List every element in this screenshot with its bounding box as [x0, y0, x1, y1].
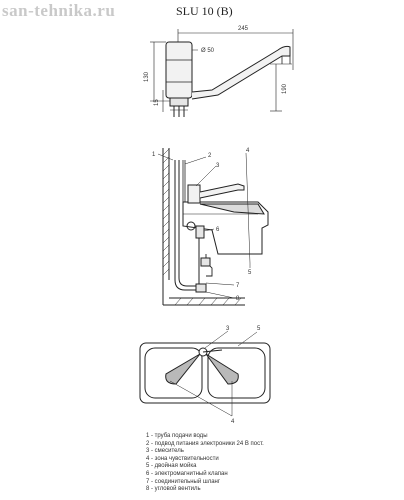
- callout-2: 2: [208, 153, 212, 159]
- legend-item: 8 - угловой вентиль: [146, 486, 201, 493]
- double-sink-plan-view: [140, 331, 270, 416]
- legend-item: 5 - двойная мойка: [146, 463, 197, 470]
- callout-5: 5: [248, 270, 252, 276]
- legend-item: 7 - соединительный шланг: [146, 478, 221, 485]
- callout-7: 7: [236, 283, 240, 289]
- plan-callout-5: 5: [257, 326, 261, 332]
- plan-callout-3: 3: [226, 326, 230, 332]
- dim-width-label: 245: [238, 26, 249, 32]
- diagram-title: SLU 10 (B): [176, 4, 233, 18]
- callout-3: 3: [216, 163, 220, 169]
- legend-item: 6 - электромагнитный клапан: [146, 470, 228, 477]
- dim-height-right-label: 190: [282, 83, 288, 94]
- callout-8: 8: [236, 296, 240, 302]
- legend-item: 1 - труба подачи воды: [146, 433, 208, 439]
- dim-height-left-label: 130: [144, 71, 150, 82]
- callout-6: 6: [216, 227, 220, 233]
- faucet-elevation: [150, 29, 293, 117]
- callout-1: 1: [152, 152, 156, 158]
- plan-callout-4: 4: [231, 419, 235, 425]
- dim-base-label: 15: [154, 99, 160, 106]
- callout-4: 4: [246, 148, 250, 154]
- legend-item: 4 - зона чувствительности: [146, 455, 219, 462]
- legend: [146, 433, 264, 494]
- watermark-text: san-tehnika.ru: [2, 1, 116, 20]
- dim-diameter-label: Ø 50: [201, 48, 215, 54]
- legend-item: 2 - подвод питания электроники 24 В пост.: [146, 440, 264, 447]
- legend-item: 3 - смеситель: [146, 448, 184, 455]
- installation-side-view: [158, 148, 268, 305]
